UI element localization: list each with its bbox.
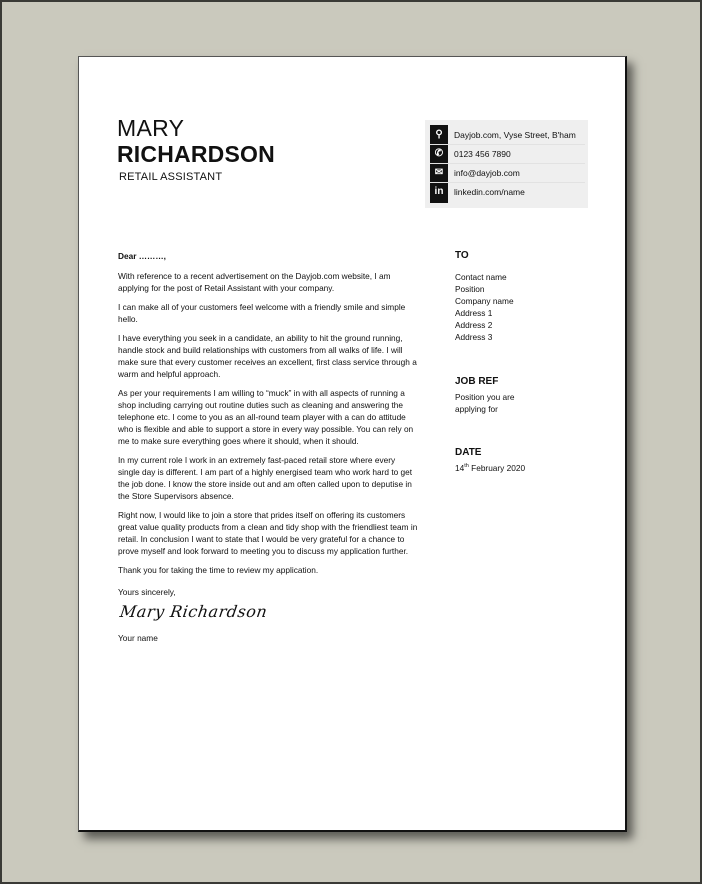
date-value [455, 462, 575, 474]
job-ref-heading: JOB REF [455, 376, 499, 387]
recipient-line: Contact name [455, 272, 507, 282]
contact-phone [430, 144, 585, 164]
paragraph: With reference to a recent advertisement on the Dayjob.com website, I am applying for the post of Retail Assistant with your company. [118, 271, 391, 293]
paragraph: I can make all of your customers feel welcome with a friendly smile and simple hello. [118, 302, 406, 324]
greeting: Dear ………, [118, 251, 166, 261]
recipient-line: Company name [455, 296, 514, 306]
paragraph: Thank you for taking the time to review my application. [118, 565, 319, 575]
recipient-line: Address 1 [455, 308, 493, 318]
recipient-line: Address 3 [455, 332, 493, 342]
date-day: 14 [455, 463, 465, 473]
contact-address-text: Dayjob.com, Vyse Street, B'ham [454, 129, 576, 140]
contact-linkedin [430, 182, 585, 201]
job-ref-line: applying for [455, 404, 498, 414]
linkedin-icon: in [434, 186, 444, 197]
date-rest: February 2020 [468, 463, 526, 473]
contact-box [425, 120, 588, 208]
cover-letter-page [78, 56, 627, 832]
contact-email [430, 163, 585, 183]
first-name: MARY [117, 115, 185, 141]
last-name: RICHARDSON [117, 141, 275, 167]
contact-linkedin-text: linkedin.com/name [454, 186, 525, 197]
date-section [455, 447, 575, 474]
date-heading: DATE [455, 447, 482, 458]
name-line: Your name [118, 633, 158, 643]
paragraph: As per your requirements I am willing to “muck” in with all aspects of running a shop including carrying out routine duties such as cleaning and answering the telephone etc. I come to you as an all-round team player with a can do attitude who is flexible and able to support a store in every way possible. You can rely on me to make sure everything goes where it should, when it should. [118, 388, 414, 446]
location-pin-icon: ⚲ [435, 129, 443, 140]
job-ref-line: Position you are [455, 392, 515, 402]
phone-icon: ✆ [434, 148, 444, 159]
recipient-heading: TO [455, 250, 469, 261]
recipient-line: Address 2 [455, 320, 493, 330]
job-ref-section [455, 376, 575, 415]
contact-email-text: info@dayjob.com [454, 167, 520, 178]
recipient-line: Position [455, 284, 485, 294]
signature: Mary Richardson [118, 602, 269, 621]
paragraph: Right now, I would like to join a store that prides itself on offering its customers great value quality products from a clean and tidy shop with the friendliest team in retail. In conclusion I want to state that I would be very grateful for a chance to prove myself and look forward to meeting you to discuss my application further. [118, 510, 418, 556]
contact-phone-text: 0123 456 7890 [454, 148, 511, 159]
recipient-section [455, 250, 575, 343]
email-icon: ✉ [434, 167, 444, 178]
closing: Yours sincerely, [118, 587, 176, 597]
letter-body [118, 250, 418, 651]
job-title: RETAIL ASSISTANT [119, 171, 223, 183]
date-suffix: th [464, 463, 469, 470]
paragraph: I have everything you seek in a candidate, an ability to hit the ground running, handle stock and build relationships with customers from all walks of life. I will make sure that every customer receives an excellent, first class service through a warm and helpful approach. [118, 333, 417, 379]
contact-address [430, 125, 585, 145]
paragraph: In my current role I work in an extremely fast-paced retail store where every single day is different. I am part of a highly energised team who work hard to get the job done. I know the store inside out and am often called upon to deputise in the Store Supervisors absence. [118, 455, 413, 501]
